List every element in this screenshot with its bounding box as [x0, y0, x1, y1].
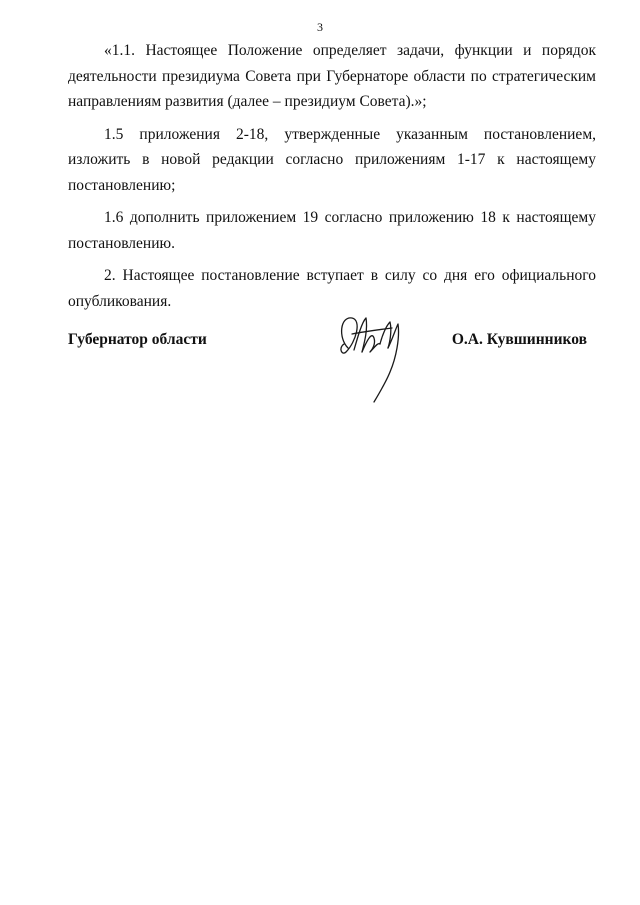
signature-position-title: Губернатор области: [68, 331, 207, 348]
page-number: 3: [317, 20, 323, 34]
paragraph-1-1: «1.1. Настоящее Положение определяет задачи, функции и порядок деятельности президиума Совета при Губернаторе области по стратегическим направлениям развития (далее – президиум Совета).»;: [68, 42, 596, 110]
paragraph-1-5: 1.5 приложения 2-18, утвержденные указанным постановлением, изложить в новой редакции согласно приложениям 1-17 к настоящему постановлению;: [68, 125, 596, 194]
document-body: [68, 38, 596, 321]
signature-signer-name: О.А. Кувшинников: [451, 331, 587, 348]
handwritten-signature: [332, 308, 412, 406]
paragraph-1-6: 1.6 дополнить приложением 19 согласно приложению 18 к настоящему постановлению.: [68, 209, 596, 252]
paragraph-2: 2. Настоящее постановление вступает в силу со дня его официального опубликования.: [68, 267, 596, 310]
